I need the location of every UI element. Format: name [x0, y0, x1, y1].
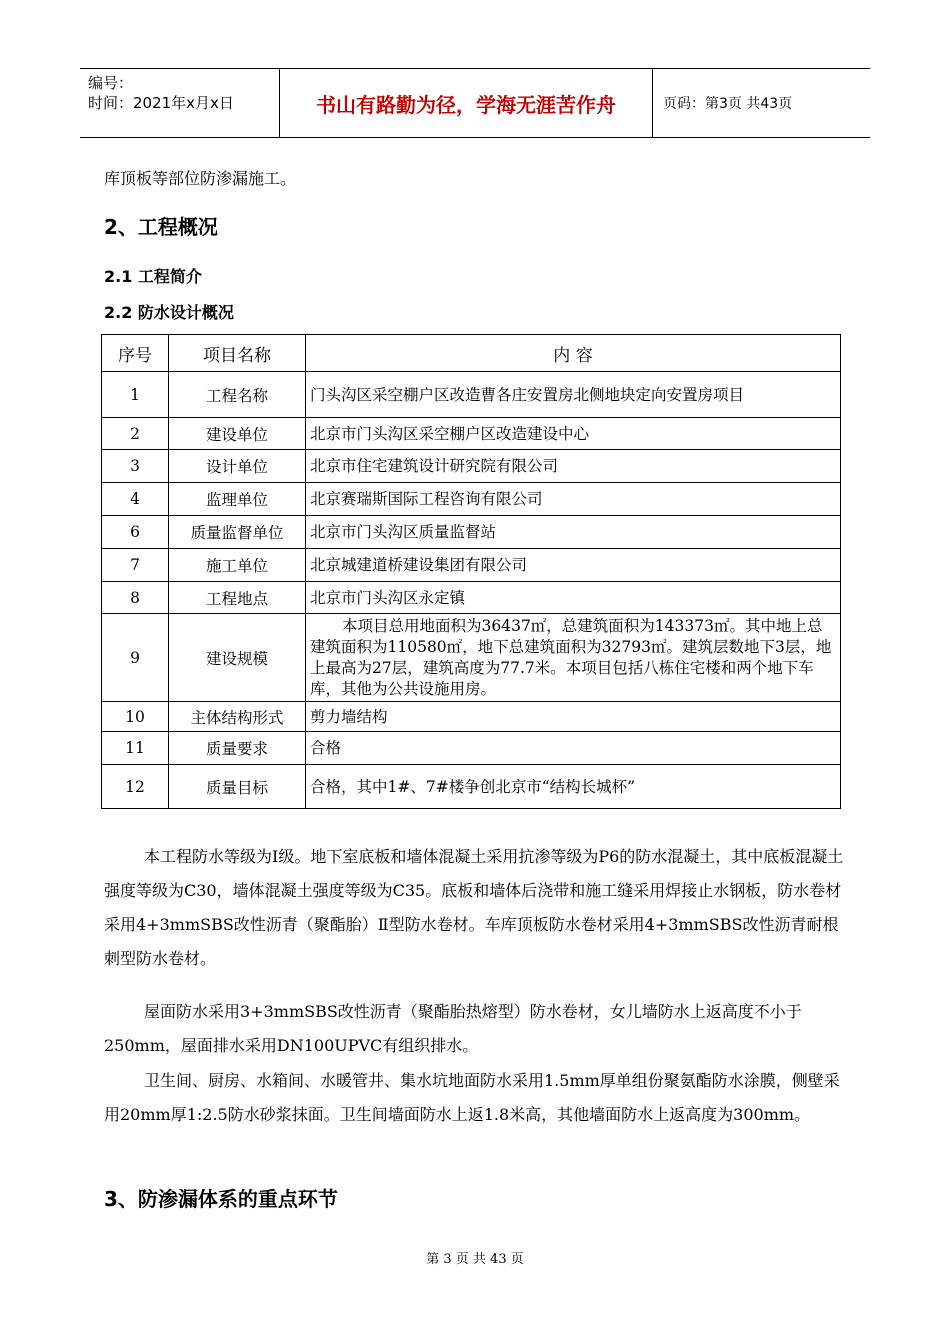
table-row — [102, 418, 841, 450]
row-number: 12 — [102, 765, 169, 809]
subsection-2-1: 2.1 工程简介 — [104, 267, 202, 286]
row-content: 北京市门头沟区质量监督站 — [306, 516, 841, 549]
row-number: 8 — [102, 582, 169, 614]
row-content: 北京市门头沟区永定镇 — [306, 582, 841, 614]
row-content: 门头沟区采空棚户区改造曹各庄安置房北侧地块定向安置房项目 — [306, 372, 841, 418]
section-3-title: 3、防渗漏体系的重点环节 — [104, 1187, 338, 1211]
table-row — [102, 450, 841, 483]
row-number: 1 — [102, 372, 169, 418]
table-row — [102, 483, 841, 516]
header-cell: 项目名称 — [169, 335, 306, 372]
table-row — [102, 516, 841, 549]
paragraph-roof: 屋面防水采用3+3mmSBS改性沥青（聚酯胎热熔型）防水卷材，女儿墙防水上返高度不小于250mm，屋面排水采用DN100UPVC有组织排水。 — [104, 1002, 802, 1055]
row-item-name: 工程地点 — [169, 582, 306, 614]
paragraph-waterproof-grade: 本工程防水等级为Ⅰ级。地下室底板和墙体混凝土采用抗渗等级为P6的防水混凝土，其中底板混凝土强度等级为C30，墙体混凝土强度等级为C35。底板和墙体后浇带和施工缝采用焊接止水钢板，防水卷材采用4+3mmSBS改性沥青（聚酯胎）Ⅱ型防水卷材。车库顶板防水卷材采用4+3mmSBS改性沥青耐根刺型防水卷材。 — [104, 847, 844, 968]
row-item-name: 质量目标 — [169, 765, 306, 809]
row-item-name: 建设规模 — [169, 614, 306, 702]
row-content: 北京市门头沟区采空棚户区改造建设中心 — [306, 418, 841, 450]
row-number: 10 — [102, 702, 169, 732]
table-row — [102, 765, 841, 809]
paragraph-bathroom: 卫生间、厨房、水箱间、水暖管井、集水坑地面防水采用1.5mm厚单组份聚氨酯防水涂膜，侧壁采用20mm厚1:2.5防水砂浆抹面。卫生间墙面防水上返1.8米高，其他墙面防水上返高度为300mm。 — [104, 1071, 840, 1124]
table-row — [102, 372, 841, 418]
row-content: 本项目总用地面积为36437㎡，总建筑面积为143373㎡。其中地上总建筑面积为110580㎡，地下总建筑面积为32793㎡。建筑层数地下3层，地上最高为27层，建筑高度为77.7米。本项目包括八栋住宅楼和两个地下车库，其他为公共设施用房。 — [306, 614, 841, 702]
header-cell: 内 容 — [306, 335, 841, 372]
page-header — [80, 68, 870, 138]
continuation-text: 库顶板等部位防渗漏施工。 — [104, 169, 297, 188]
number-label: 编号： — [88, 74, 134, 92]
project-info-table — [101, 334, 841, 809]
row-item-name: 建设单位 — [169, 418, 306, 450]
row-number: 11 — [102, 732, 169, 765]
row-content: 合格，其中1#、7#楼争创北京市“结构长城杯” — [306, 765, 841, 809]
row-item-name: 设计单位 — [169, 450, 306, 483]
row-number: 4 — [102, 483, 169, 516]
row-content: 合格 — [306, 732, 841, 765]
row-number: 2 — [102, 418, 169, 450]
row-number: 9 — [102, 614, 169, 702]
row-item-name: 主体结构形式 — [169, 702, 306, 732]
table-row — [102, 549, 841, 582]
row-content: 剪力墙结构 — [306, 702, 841, 732]
table-row — [102, 702, 841, 732]
table-header-row — [102, 335, 841, 372]
section-2-title: 2、工程概况 — [104, 215, 218, 239]
header-cell: 序号 — [102, 335, 169, 372]
subsection-2-2: 2.2 防水设计概况 — [104, 303, 234, 322]
header-motto: 书山有路勤为径，学海无涯苦作舟 — [280, 69, 653, 137]
date-label: 时间：2021年x月x日 — [88, 94, 234, 112]
header-page: 页码：第3页 共43页 — [663, 96, 793, 112]
row-content: 北京市住宅建筑设计研究院有限公司 — [306, 450, 841, 483]
row-item-name: 工程名称 — [169, 372, 306, 418]
page-footer: 第 3 页 共 43 页 — [426, 1252, 524, 1267]
row-item-name: 质量监督单位 — [169, 516, 306, 549]
row-item-name: 监理单位 — [169, 483, 306, 516]
table-row — [102, 732, 841, 765]
row-content: 北京赛瑞斯国际工程咨询有限公司 — [306, 483, 841, 516]
row-content: 北京城建道桥建设集团有限公司 — [306, 549, 841, 582]
row-number: 3 — [102, 450, 169, 483]
row-number: 7 — [102, 549, 169, 582]
row-item-name: 质量要求 — [169, 732, 306, 765]
header-meta — [80, 69, 280, 137]
table-row — [102, 614, 841, 702]
row-number: 6 — [102, 516, 169, 549]
table-row — [102, 582, 841, 614]
row-item-name: 施工单位 — [169, 549, 306, 582]
